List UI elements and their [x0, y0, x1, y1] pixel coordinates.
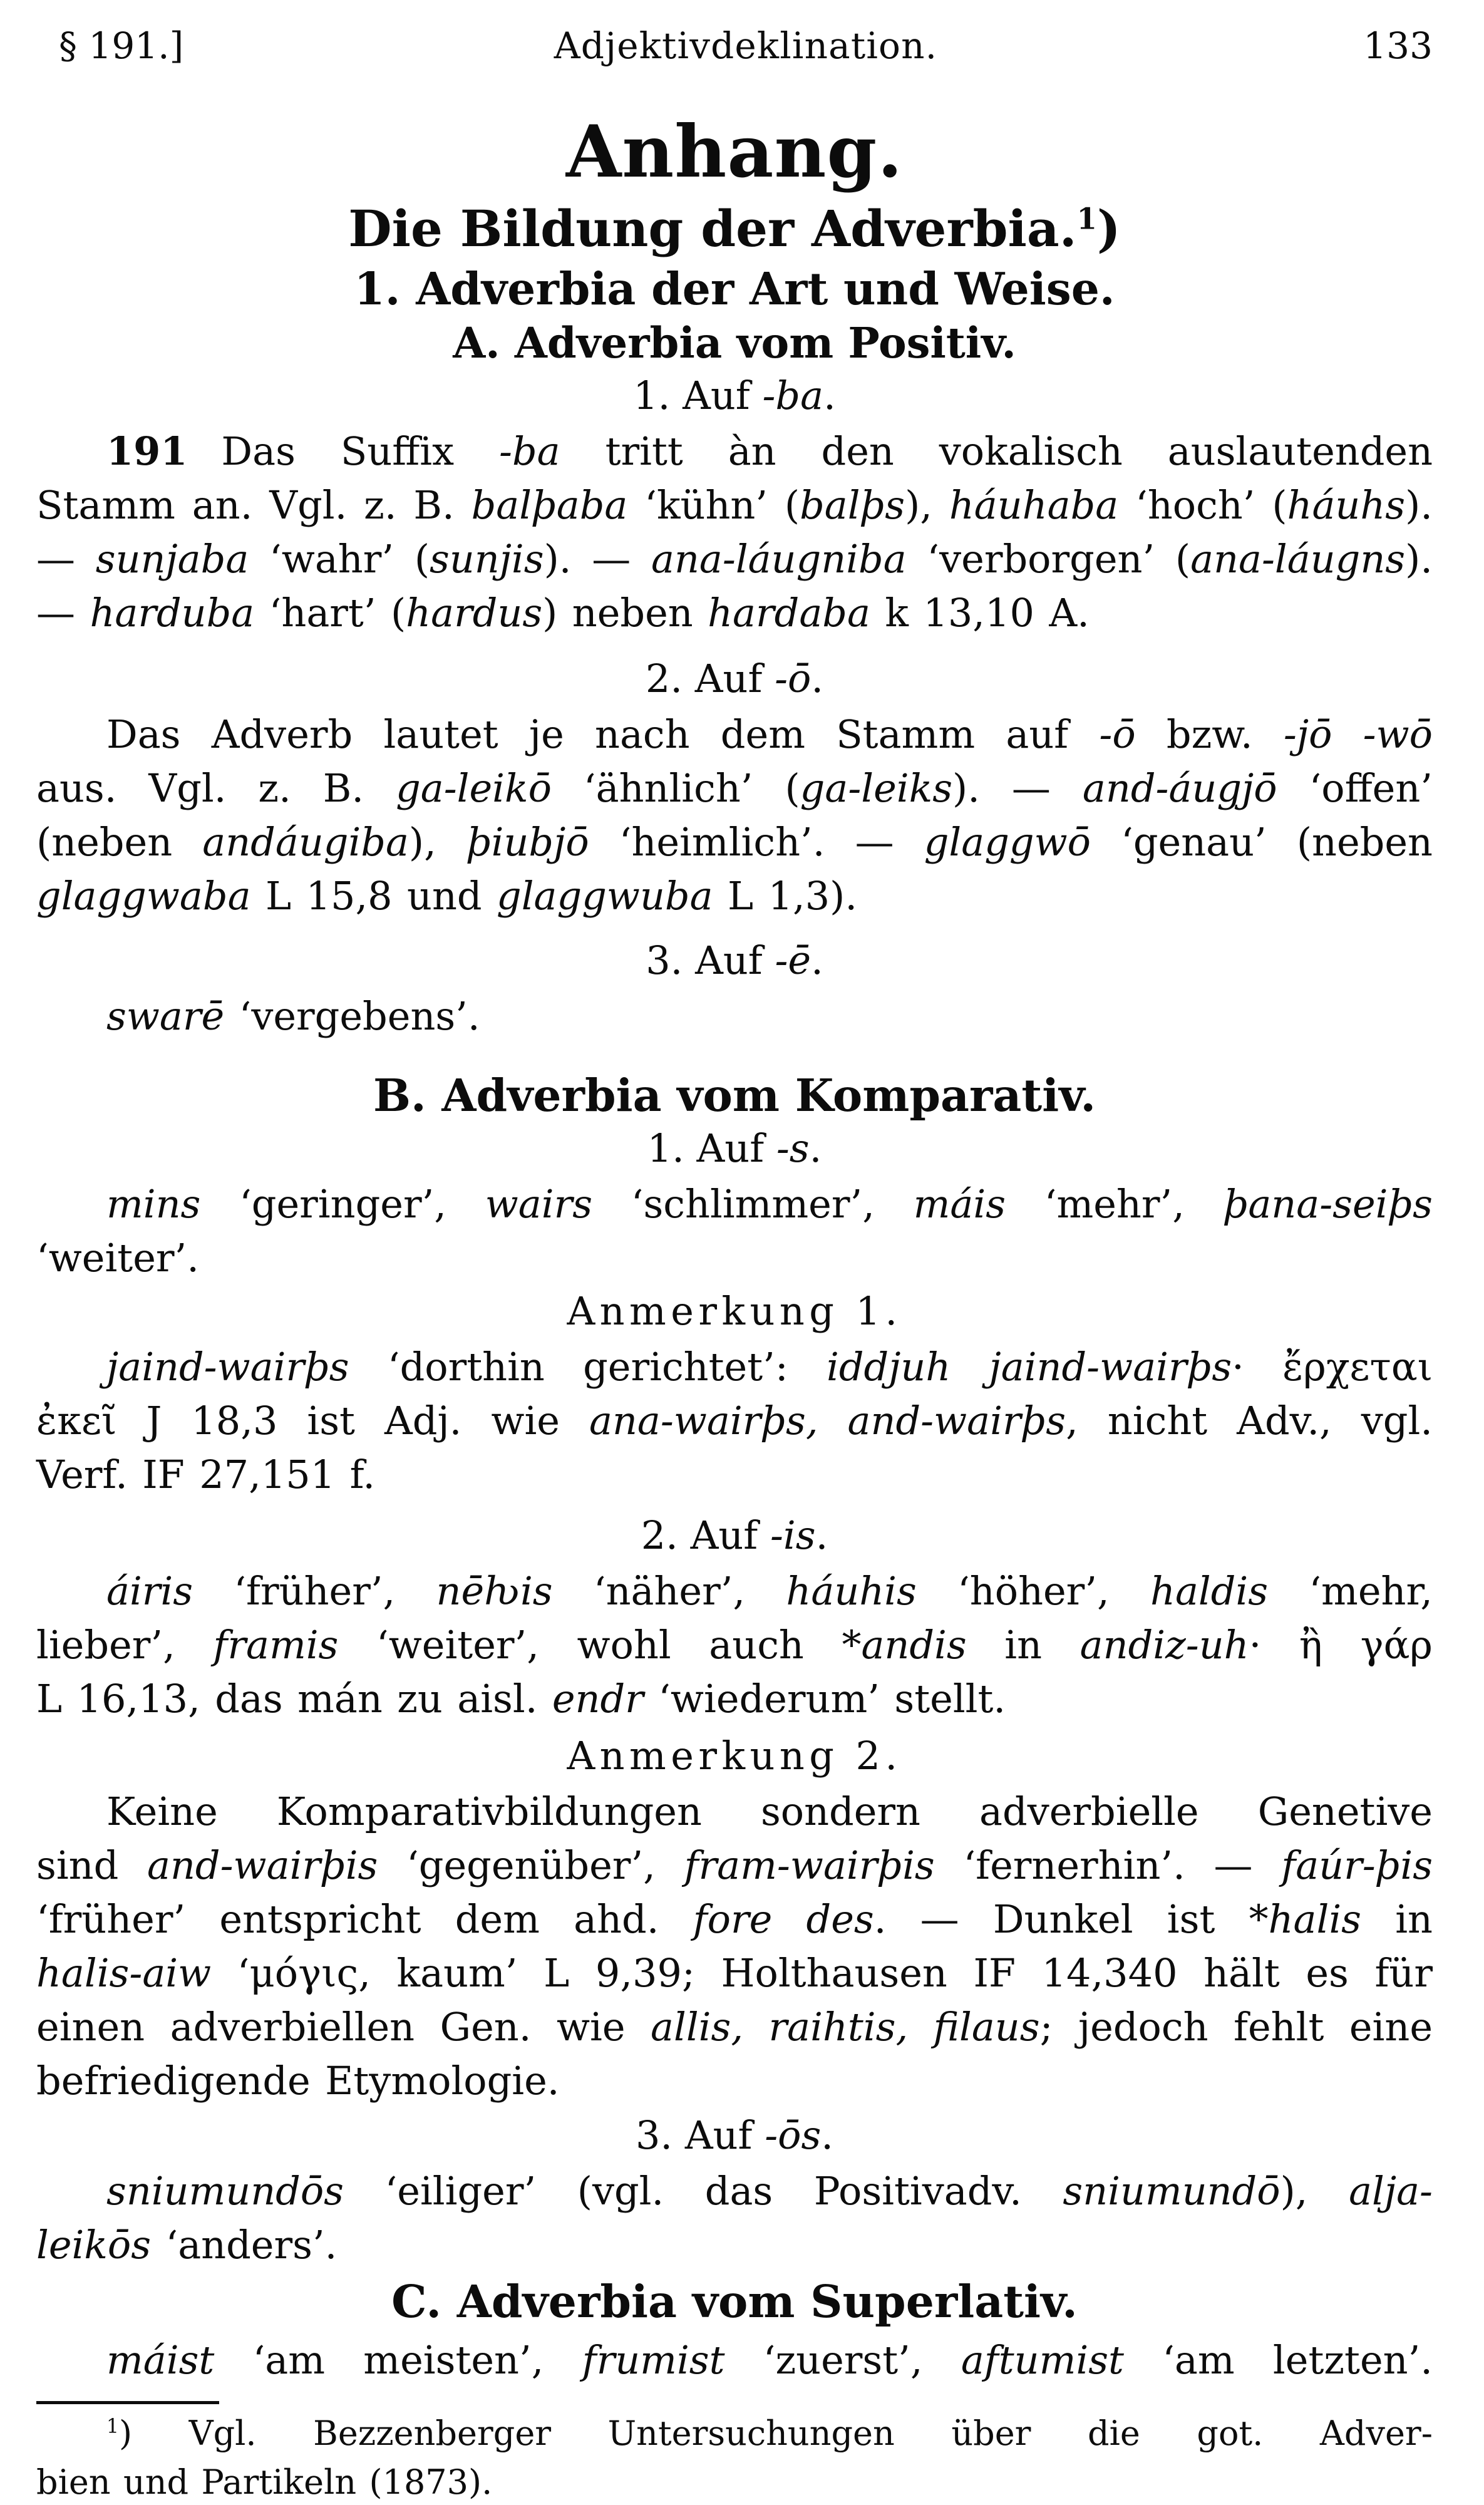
text-line — [36, 869, 1433, 923]
italic-text-segment: balþs — [800, 482, 905, 528]
text-segment: ‘am meisten’, — [214, 2337, 582, 2383]
text-segment: Die Bildung der Adverbia. — [348, 199, 1077, 258]
text-line — [36, 1340, 1433, 1394]
text-line — [36, 1394, 1433, 1448]
italic-text-segment: ga-leiks — [800, 765, 953, 811]
para-auf-is — [36, 1564, 1433, 1726]
text-segment: ‘genau’ (neben — [1090, 819, 1433, 865]
italic-text-segment: fore des — [693, 1896, 874, 1942]
italic-text-segment: sniumundōs — [106, 2168, 344, 2214]
text-segment: in — [966, 1622, 1080, 1668]
text-segment: 3. Auf — [646, 937, 775, 983]
italic-text-segment: wairs — [485, 1181, 593, 1227]
italic-text-segment: framis — [213, 1622, 339, 1668]
text-line — [36, 1785, 1433, 1839]
text-segment: ‘weiter’, wohl auch * — [338, 1622, 862, 1668]
italic-text-segment: faúr-þis — [1281, 1842, 1433, 1888]
italic-text-segment: andiz-uh — [1080, 1622, 1249, 1668]
text-line — [36, 1231, 1433, 1285]
greek-text-segment: ἢ γάρ — [1299, 1622, 1433, 1668]
italic-text-segment: ana-láugniba — [651, 536, 907, 582]
text-line — [36, 425, 1433, 478]
text-segment: Anmerkung 1. — [567, 1288, 902, 1334]
text-segment: . — [823, 373, 836, 418]
footnote-marker: 1 — [1076, 201, 1097, 236]
text-segment: (neben — [36, 819, 203, 865]
text-segment: ; jedoch fehlt eine — [1039, 2004, 1433, 2050]
text-segment: ‘näher’, — [552, 1568, 786, 1614]
text-segment: Stamm an. Vgl. z. B. — [36, 482, 471, 528]
text-segment: 1. Adverbia der Art und Weise. — [354, 262, 1115, 315]
italic-text-segment: fram-wairþis — [684, 1842, 935, 1888]
italic-text-segment: sunjaba — [95, 536, 249, 582]
text-line — [36, 1448, 1433, 1502]
auf-ba-heading — [36, 374, 1433, 417]
text-line — [36, 1177, 1433, 1231]
text-segment: aus. Vgl. z. B. — [36, 765, 396, 811]
italic-text-segment: andis — [861, 1622, 967, 1668]
text-segment: . — [821, 2112, 834, 2158]
text-segment: · — [1232, 1344, 1283, 1390]
text-segment: ‘mehr, — [1268, 1568, 1433, 1614]
text-segment: 3. Auf — [635, 2112, 765, 2158]
italic-text-segment: -jō -wō — [1283, 711, 1433, 757]
text-segment: ‘mehr’, — [1006, 1181, 1224, 1227]
text-segment: ). — — [544, 536, 652, 582]
superlativ-heading — [36, 2277, 1433, 2326]
text-segment: ‘gegenüber’, — [378, 1842, 684, 1888]
text-segment: bien und Partikeln (1873). — [36, 2462, 493, 2502]
italic-text-segment: ga-leikō — [396, 765, 552, 811]
text-segment: , kaum’ L 9,39; Holthausen IF 14,340 hält es für — [358, 1950, 1433, 1996]
italic-text-segment: ana-láugns — [1190, 536, 1406, 582]
text-segment: . — [809, 1125, 822, 1171]
text-segment: ‘früher’, — [193, 1568, 436, 1614]
text-segment: L 1,3). — [713, 873, 858, 919]
auf-is-heading — [36, 1514, 1433, 1557]
text-line — [36, 586, 1433, 640]
para-auf-e — [36, 989, 1433, 1043]
text-segment: ‘offen’ — [1277, 765, 1433, 811]
text-line — [36, 478, 1433, 532]
para-auf-o — [36, 708, 1433, 923]
italic-text-segment: andáugiba — [202, 819, 409, 865]
italic-text-segment: and-áugjō — [1082, 765, 1277, 811]
italic-text-segment: -ba — [762, 373, 824, 418]
italic-text-segment: glaggwō — [924, 819, 1091, 865]
text-line — [36, 532, 1433, 586]
italic-text-segment: halis — [1268, 1896, 1361, 1942]
text-segment: Verf. IF 27,151 f. — [36, 1452, 376, 1497]
italic-text-segment: allis, raihtis, filaus — [651, 2004, 1040, 2050]
text-segment: ‘wahr’ ( — [249, 536, 430, 582]
text-segment: B. Adverbia vom Komparativ. — [373, 1069, 1096, 1122]
italic-text-segment: -s — [776, 1125, 810, 1171]
italic-text-segment: glaggwaba — [36, 873, 251, 919]
italic-text-segment: áiris — [106, 1568, 193, 1614]
text-line — [36, 762, 1433, 815]
text-line — [36, 1564, 1433, 1618]
text-segment: lieber’, — [36, 1622, 214, 1668]
page-number: 133 — [1363, 24, 1433, 67]
italic-text-segment: -ba — [499, 428, 560, 474]
text-segment: ‘am letzten’. — [1123, 2337, 1433, 2383]
italic-text-segment: haldis — [1150, 1568, 1269, 1614]
italic-text-segment: máis — [913, 1181, 1006, 1227]
text-line — [36, 815, 1433, 869]
text-line — [36, 2164, 1433, 2218]
greek-text-segment: μόγις — [249, 1950, 359, 1996]
italic-text-segment: frumist — [582, 2337, 725, 2383]
italic-text-segment: háuhaba — [949, 482, 1119, 528]
komparativ-heading — [36, 1071, 1433, 1120]
italic-text-segment: hardus — [406, 590, 543, 636]
italic-text-segment: glaggwuba — [497, 873, 713, 919]
text-segment: J 18,3 ist Adj. wie — [116, 1398, 590, 1444]
text-segment: ) neben — [542, 590, 708, 636]
text-segment: einen adverbiellen Gen. wie — [36, 2004, 651, 2050]
text-segment: 2. Auf — [641, 1512, 770, 1558]
anmerkung-2-heading — [36, 1735, 1433, 1777]
text-segment: 1. Auf — [647, 1125, 776, 1171]
italic-text-segment: swarē — [106, 993, 225, 1039]
text-segment: — — [36, 590, 90, 636]
italic-text-segment: endr — [552, 1676, 644, 1722]
italic-text-segment: háuhs — [1287, 482, 1406, 528]
text-segment: — — [36, 536, 96, 582]
text-segment: ‘anders’. — [151, 2222, 338, 2268]
italic-text-segment: mins — [106, 1181, 201, 1227]
para-superlativ — [36, 2333, 1433, 2387]
italic-text-segment: iddjuh jaind-wairþs — [826, 1344, 1232, 1390]
para-auf-s — [36, 1177, 1433, 1285]
italic-text-segment: halis-aiw — [36, 1950, 212, 1996]
text-segment: ) — [1096, 199, 1121, 258]
text-segment: Keine Komparativbildungen sondern adverbielle Genetive — [106, 1789, 1433, 1834]
text-line — [36, 1893, 1433, 1946]
running-header — [36, 25, 1433, 66]
text-segment: ‘geringer’, — [200, 1181, 485, 1227]
running-title: Adjektivdeklination. — [554, 24, 938, 67]
text-segment: 2. Auf — [645, 656, 775, 701]
text-segment: ‘dorthin gerichtet’: — [349, 1344, 827, 1390]
text-segment: ‘fernerhin’. — — [934, 1842, 1282, 1888]
text-line — [36, 989, 1433, 1043]
text-segment: L 16,13, das mán zu aisl. — [36, 1676, 552, 1722]
bildung-heading — [36, 199, 1433, 258]
text-segment: ). — — [952, 765, 1083, 811]
text-segment: ‘zuerst’, — [724, 2337, 961, 2383]
auf-s-heading — [36, 1127, 1433, 1170]
text-segment: . — [815, 1512, 828, 1558]
text-segment: ‘ — [211, 1950, 250, 1996]
italic-text-segment: alja- — [1349, 2168, 1433, 2214]
italic-text-segment: -ōs — [765, 2112, 822, 2158]
text-segment: ‘heimlich’. — — [589, 819, 924, 865]
text-line — [36, 2333, 1433, 2387]
para-191 — [36, 425, 1433, 640]
text-segment: ‘hart’ ( — [254, 590, 406, 636]
para-anmerkung-2 — [36, 1785, 1433, 2108]
italic-text-segment: nēƕis — [436, 1568, 553, 1614]
italic-text-segment: -ō — [775, 656, 812, 701]
text-segment: ‘eiliger’ (vgl. das Positivadv. — [344, 2168, 1063, 2214]
greek-text-segment: ἔρχεται — [1282, 1344, 1433, 1390]
text-line — [36, 1946, 1433, 2000]
text-segment: ) Vgl. Bezzenberger Untersuchungen über die got. Adver- — [118, 2414, 1433, 2453]
text-line — [36, 2000, 1433, 2054]
text-segment: ), — [905, 482, 949, 528]
text-segment: ‘verborgen’ ( — [906, 536, 1191, 582]
text-segment: , nicht Adv., vgl. — [1066, 1398, 1433, 1444]
italic-text-segment: sniumundō — [1063, 2168, 1280, 2214]
italic-text-segment: harduba — [90, 590, 255, 636]
italic-text-segment: -ē — [775, 937, 812, 983]
auf-os-heading — [36, 2114, 1433, 2157]
text-segment: ‘ähnlich’ ( — [551, 765, 800, 811]
section-marker: § 191.] — [59, 24, 184, 67]
text-segment: ‘höher’, — [916, 1568, 1151, 1614]
text-segment: ‘früher’ entspricht dem ahd. — [36, 1896, 693, 1942]
bold-text-segment: 191 — [106, 428, 188, 474]
anhang-heading — [36, 110, 1433, 194]
text-segment: ‘vergebens’. — [224, 993, 480, 1039]
footnote-rule — [36, 2401, 219, 2404]
text-segment: in — [1361, 1896, 1433, 1942]
italic-text-segment: balþaba — [471, 482, 628, 528]
text-segment: Anmerkung 2. — [567, 1733, 902, 1779]
text-line — [36, 2218, 1433, 2272]
text-line — [36, 2054, 1433, 2108]
text-segment: ), — [1280, 2168, 1349, 2214]
text-segment: . — [811, 937, 823, 983]
italic-text-segment: aftumist — [961, 2337, 1124, 2383]
text-segment: L 15,8 und — [250, 873, 497, 919]
italic-text-segment: hardaba — [708, 590, 870, 636]
auf-e-heading — [36, 939, 1433, 982]
text-line — [36, 2409, 1433, 2458]
italic-text-segment: háuhis — [786, 1568, 917, 1614]
positiv-heading — [36, 318, 1433, 368]
text-segment: C. Adverbia vom Superlativ. — [391, 2275, 1078, 2328]
text-line — [36, 708, 1433, 762]
text-segment: ). — [1405, 482, 1433, 528]
anmerkung-1-heading — [36, 1290, 1433, 1333]
text-segment: ‘wiederum’ stellt. — [643, 1676, 1006, 1722]
text-segment: . — Dunkel ist * — [873, 1896, 1269, 1942]
text-line — [36, 1839, 1433, 1893]
art-und-weise-heading — [36, 264, 1433, 313]
greek-text-segment: ἐκεῖ — [36, 1398, 117, 1444]
text-segment: Das Suffix — [221, 428, 500, 474]
text-line — [36, 1618, 1433, 1672]
text-segment: sind — [36, 1842, 147, 1888]
text-segment: . — [811, 656, 824, 701]
text-segment: Das Adverb lautet je nach dem Stamm auf — [106, 711, 1100, 757]
italic-text-segment: sunjis — [430, 536, 544, 582]
italic-text-segment: máist — [106, 2337, 215, 2383]
italic-text-segment: -is — [770, 1512, 816, 1558]
para-auf-os — [36, 2164, 1433, 2272]
italic-text-segment: jaind-wairþs — [106, 1344, 349, 1390]
italic-text-segment: and-wairþis — [147, 1842, 378, 1888]
text-segment: k 13,10 A. — [870, 590, 1090, 636]
text-segment: bzw. — [1135, 711, 1284, 757]
page-body — [36, 110, 1433, 2505]
text-segment: ‘hoch’ ( — [1118, 482, 1287, 528]
text-line — [36, 2458, 1433, 2505]
footnote-para — [36, 2409, 1433, 2505]
text-line — [36, 1672, 1433, 1726]
italic-text-segment: -ō — [1099, 711, 1136, 757]
para-anmerkung-1 — [36, 1340, 1433, 1502]
text-segment: Anhang. — [565, 110, 904, 194]
text-segment: ‘weiter’. — [36, 1235, 199, 1281]
italic-text-segment: þana-seiþs — [1223, 1181, 1433, 1227]
italic-text-segment: þiubjō — [466, 819, 589, 865]
text-segment: ), — [408, 819, 466, 865]
text-segment: 1. Auf — [633, 373, 763, 418]
text-segment: befriedigende Etymologie. — [36, 2058, 560, 2104]
italic-text-segment: ana-wairþs, and-wairþs — [589, 1398, 1066, 1444]
auf-o-heading — [36, 658, 1433, 700]
text-segment: ‘kühn’ ( — [627, 482, 800, 528]
text-segment: A. Adverbia vom Positiv. — [453, 318, 1016, 368]
text-segment: ‘schlimmer’, — [592, 1181, 914, 1227]
text-segment: ). — [1405, 536, 1433, 582]
text-segment: tritt àn den vokalisch auslautenden — [560, 428, 1433, 474]
italic-text-segment: leikōs — [36, 2222, 152, 2268]
text-segment: · — [1249, 1622, 1299, 1668]
footnote-marker: 1 — [106, 2415, 119, 2438]
